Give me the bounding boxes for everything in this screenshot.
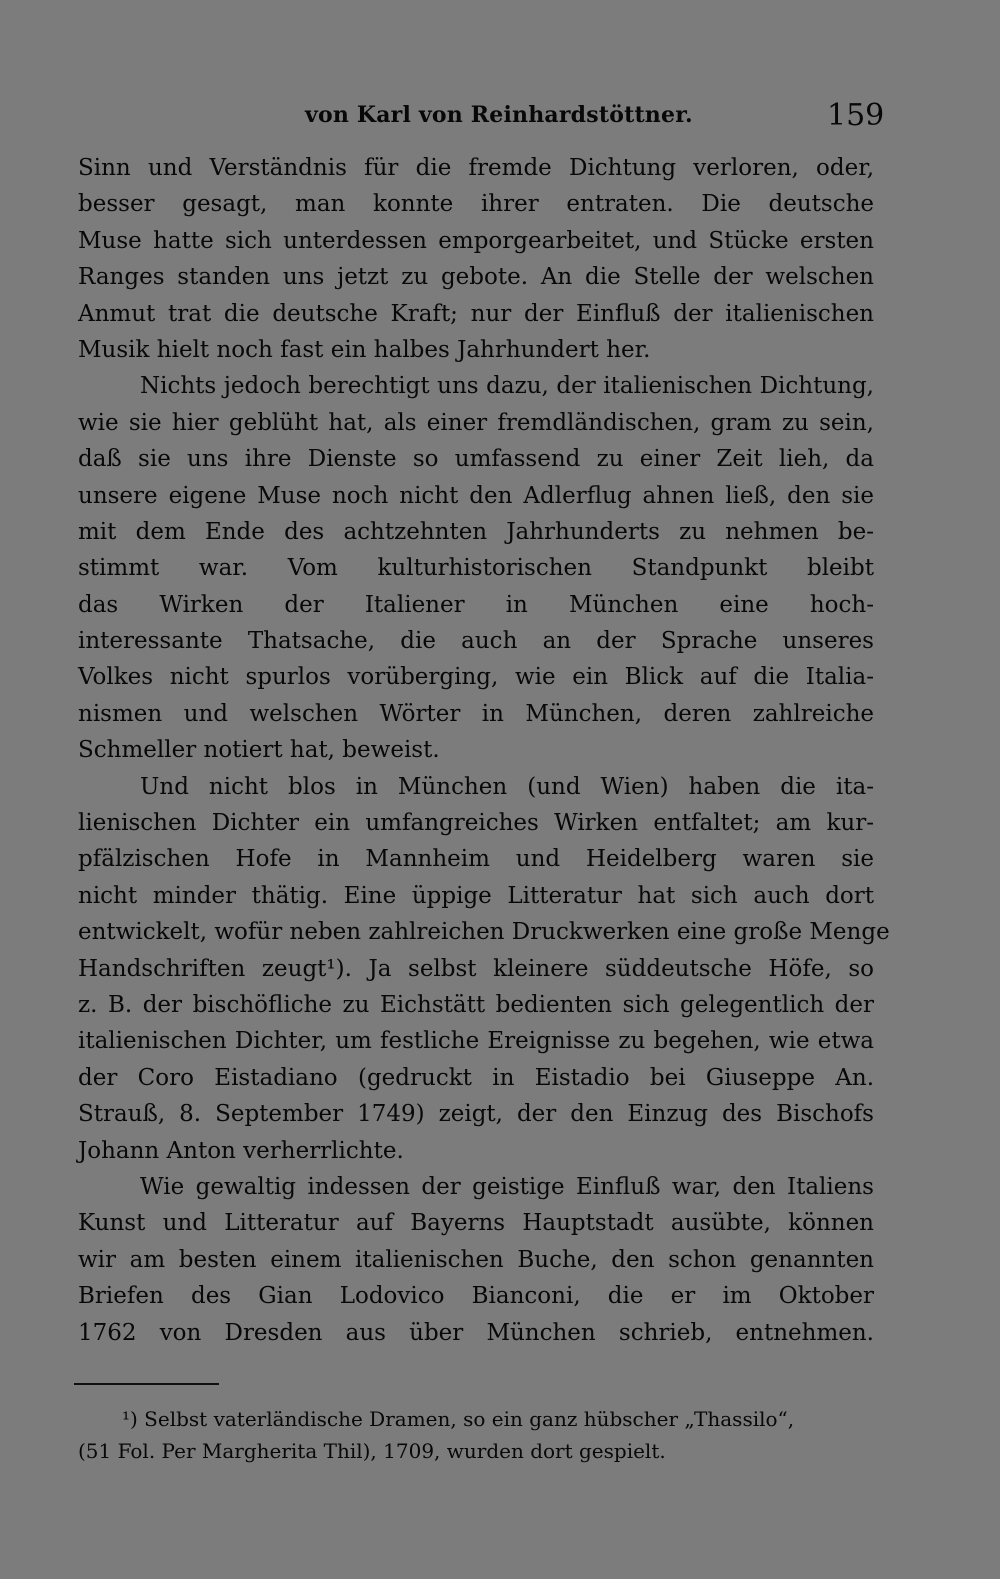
footnote-line: (51 Fol. Per Margherita Thil), 1709, wurden dort gespielt.	[78, 1439, 666, 1463]
page-header	[0, 98, 1000, 138]
text-line: Wie gewaltig indessen der geistige Einfluß war, den Italiens	[140, 1173, 874, 1200]
page-number: 159	[827, 98, 885, 133]
text-line: Anmut trat die deutsche Kraft; nur der Einfluß der italienischen	[78, 300, 874, 327]
text-line: nismen und welschen Wörter in München, deren zahlreiche	[78, 700, 874, 727]
text-line: lienischen Dichter ein umfangreiches Wirken entfaltet; am kur-	[78, 810, 874, 837]
text-line: Nichts jedoch berechtigt uns dazu, der italienischen Dichtung,	[140, 373, 874, 400]
text-line: daß sie uns ihre Dienste so umfassend zu einer Zeit lieh, da	[78, 446, 874, 473]
paragraph	[78, 1169, 874, 1351]
text-line: pfälzischen Hofe in Mannheim und Heidelberg waren sie	[78, 846, 874, 873]
text-line: interessante Thatsache, die auch an der Sprache unseres	[78, 628, 874, 655]
text-line: der Coro Eistadiano (gedruckt in Eistadio bei Giuseppe An.	[78, 1064, 874, 1091]
text-line: Volkes nicht spurlos vorüberging, wie ein Blick auf die Italia-	[78, 664, 874, 691]
text-line: das Wirken der Italiener in München eine hoch-	[78, 591, 874, 618]
paragraph	[78, 150, 874, 368]
text-line: 1762 von Dresden aus über München schrieb, entnehmen.	[78, 1319, 874, 1346]
paragraph	[78, 769, 890, 1169]
text-line: wir am besten einem italienischen Buche, den schon genannten	[78, 1246, 874, 1273]
running-head: von Karl von Reinhardstöttner.	[305, 102, 693, 128]
text-line: Muse hatte sich unterdessen emporgearbeitet, und Stücke ersten	[78, 227, 874, 254]
text-line: Briefen des Gian Lodovico Bianconi, die er im Oktober	[78, 1283, 874, 1310]
text-line: entwickelt, wofür neben zahlreichen Druckwerken eine große Menge	[78, 919, 890, 946]
text-line: Schmeller notiert hat, beweist.	[78, 737, 440, 764]
text-line: italienischen Dichter, um festliche Ereignisse zu begehen, wie etwa	[78, 1028, 874, 1055]
paragraph	[78, 368, 874, 768]
text-line: Musik hielt noch fast ein halbes Jahrhundert her.	[78, 336, 651, 363]
footnote-line: ¹) Selbst vaterländische Dramen, so ein ganz hübscher „Thassilo“,	[122, 1407, 795, 1431]
text-line: unsere eigene Muse noch nicht den Adlerflug ahnen ließ, den sie	[78, 482, 874, 509]
text-line: Und nicht blos in München (und Wien) haben die ita-	[140, 773, 874, 800]
text-line: mit dem Ende des achtzehnten Jahrhunderts zu nehmen be-	[78, 518, 874, 545]
text-line: besser gesagt, man konnte ihrer entraten. Die deutsche	[78, 191, 874, 218]
text-line: stimmt war. Vom kulturhistorischen Standpunkt bleibt	[78, 555, 874, 582]
text-line: Handschriften zeugt¹). Ja selbst kleinere süddeutsche Höfe, so	[78, 955, 874, 982]
text-line: Johann Anton verherrlichte.	[78, 1137, 404, 1164]
footnote-rule	[74, 1383, 219, 1385]
text-line: wie sie hier geblüht hat, als einer fremdländischen, gram zu sein,	[78, 409, 874, 436]
text-line: z. B. der bischöfliche zu Eichstätt bedienten sich gelegentlich der	[78, 991, 874, 1018]
text-line: Strauß, 8. September 1749) zeigt, der den Einzug des Bischofs	[78, 1101, 874, 1128]
text-line: Sinn und Verständnis für die fremde Dichtung verloren, oder,	[78, 155, 874, 181]
text-line: Kunst und Litteratur auf Bayerns Hauptstadt ausübte, können	[78, 1210, 874, 1237]
body-text	[78, 150, 890, 1351]
text-line: Ranges standen uns jetzt zu gebote. An die Stelle der welschen	[78, 264, 874, 291]
text-line: nicht minder thätig. Eine üppige Litteratur hat sich auch dort	[78, 882, 874, 909]
footnotes	[78, 1403, 874, 1467]
